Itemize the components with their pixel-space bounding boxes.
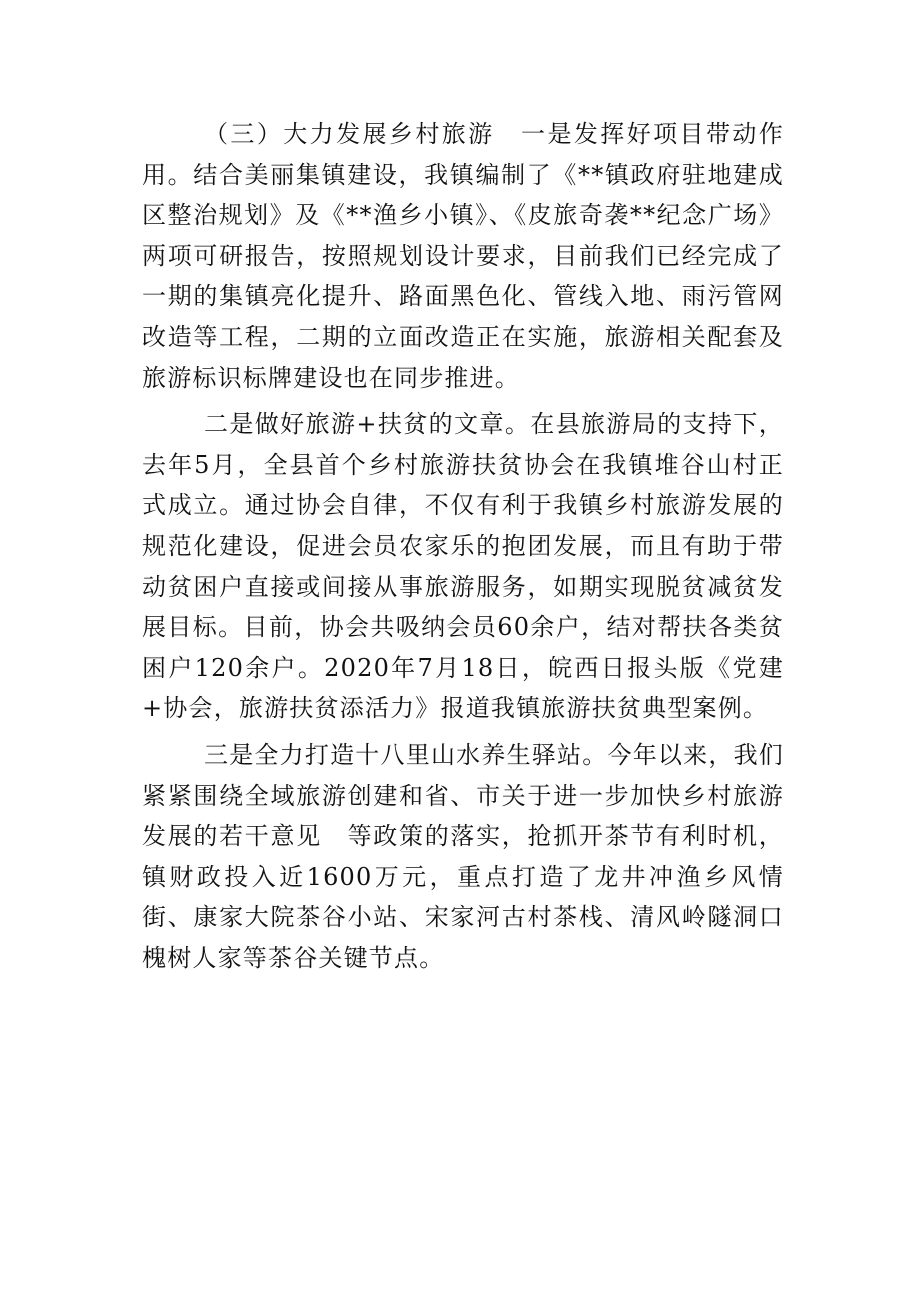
section-heading: （三）大力发展乡村旅游 — [204, 120, 495, 148]
paragraph-1 — [142, 114, 784, 398]
document-body — [142, 114, 784, 984]
paragraph-3: 三是全力打造十八里山水养生驿站。今年以来，我们紧紧围绕全域旅游创建和省、市关于进一步加快乡村旅游发展的若干意见 等政策的落实，抢抓开茶节有利时机，镇财政投入近1600万元，重点打造了龙井冲渔乡风情街、康家大院茶谷小站、宋家河古村茶栈、清风岭隧洞口槐树人家等茶谷关键节点。 — [142, 740, 784, 972]
paragraph-2: 二是做好旅游+扶贫的文章。在县旅游局的支持下，去年5月，全县首个乡村旅游扶贫协会在我镇堆谷山村正式成立。通过协会自律，不仅有利于我镇乡村旅游发展的规范化建设，促进会员农家乐的抱团发展，而且有助于带动贫困户直接或间接从事旅游服务，如期实现脱贫减贫发展目标。目前，协会共吸纳会员60余户，结对帮扶各类贫困户120余户。2020年7月18日，皖西日报头版《党建+协会，旅游扶贫添活力》报道我镇旅游扶贫典型案例。 — [142, 410, 784, 723]
paragraph-1-text: 一是发挥好项目带动作用。结合美丽集镇建设，我镇编制了《**镇政府驻地建成区整治规划》及《**渔乡小镇》、《皮旅奇袭**纪念广场》两项可研报告，按照规划设计要求，目前我们已经完成了一期的集镇亮化提升、路面黑色化、管线入地、雨污管网改造等工程，二期的立面改造正在实施，旅游相关配套及旅游标识标牌建设也在同步推进。 — [142, 120, 784, 392]
